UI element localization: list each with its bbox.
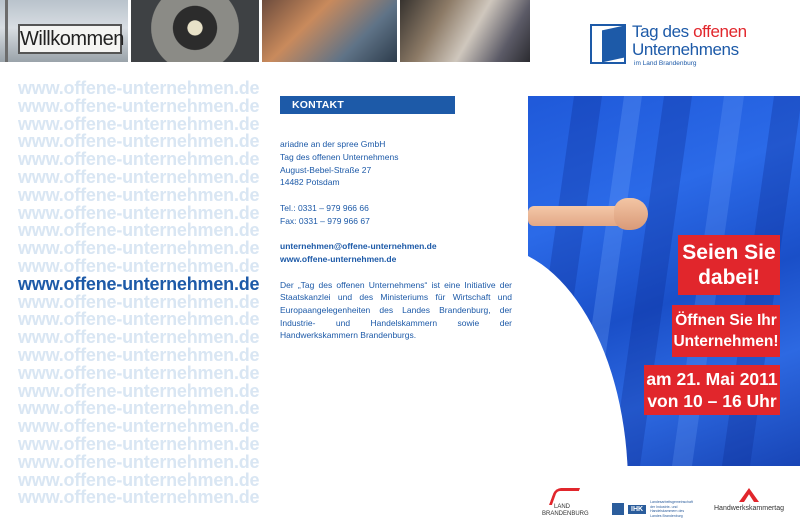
url-line: www.offene-unternehmen.de <box>18 398 260 419</box>
brandenburg-line2: BRANDENBURG <box>542 511 589 517</box>
logo-line1: Tag des offenen <box>632 22 747 41</box>
contact-event: Tag des offenen Unternehmens <box>280 151 399 162</box>
contact-street: August-Bebel-Straße 27 <box>280 164 372 175</box>
url-line: www.offene-unternehmen.de <box>18 433 260 454</box>
url-line: www.offene-unternehmen.de <box>18 95 260 116</box>
logo-land-brandenburg <box>542 486 589 518</box>
logo-line2: Unternehmens <box>632 40 739 59</box>
willkommen-sign: Willkommen <box>18 24 122 54</box>
contact-fax: Fax: 0331 – 979 966 67 <box>280 215 370 226</box>
photo-willkommen <box>0 0 128 62</box>
url-line: www.offene-unternehmen.de <box>18 309 260 330</box>
url-line: www.offene-unternehmen.de <box>18 380 260 401</box>
url-line: www.offene-unternehmen.de <box>18 131 260 152</box>
hand-pulling-curtain <box>528 198 646 230</box>
sign-pole <box>5 0 8 62</box>
hwk-label: Handwerkskammertag <box>714 505 785 512</box>
url-line: www.offene-unternehmen.de <box>18 78 260 98</box>
url-line: www.offene-unternehmen.de <box>18 416 260 437</box>
slogan-date <box>644 365 780 415</box>
url-line: www.offene-unternehmen.de <box>18 166 260 187</box>
url-line: www.offene-unternehmen.de <box>18 344 260 365</box>
url-line: www.offene-unternehmen.de <box>18 291 260 312</box>
url-line: www.offene-unternehmen.de <box>18 327 260 348</box>
contact-web-link[interactable]: www.offene-unternehmen.de <box>280 254 397 265</box>
contact-email-link[interactable]: unternehmen@offene-unternehmen.de <box>280 241 437 252</box>
url-line: www.offene-unternehmen.de <box>18 202 260 223</box>
slogan-date-line2: von 10 – 16 Uhr <box>647 391 777 411</box>
url-line: www.offene-unternehmen.de <box>18 451 260 472</box>
url-line: www.offene-unternehmen.de <box>18 487 260 508</box>
slogan-open-line2: Unternehmen! <box>673 333 779 350</box>
ihk-description: Landesarbeitsgemeinschaft der Industrie- und Handelskammern des Landes Brandenburg <box>650 500 693 518</box>
contact-heading: KONTAKT <box>280 96 455 114</box>
slogan-date-line1: am 21. Mai 2011 <box>646 369 778 389</box>
photo-strip <box>0 0 530 62</box>
slogan-join <box>678 235 780 295</box>
url-line: www.offene-unternehmen.de <box>18 184 260 205</box>
logo-door-icon <box>590 24 626 64</box>
url-watermark-column <box>18 80 268 507</box>
url-line: www.offene-unternehmen.de <box>18 220 260 241</box>
photo-visitors <box>400 0 530 62</box>
slogan-join-line2: dabei! <box>698 266 760 289</box>
contact-description: Der „Tag des offenen Unternehmens“ ist eine Initiative der Staatskanzlei und des Ministeriums für Wirtschaft und Europaangelegenheiten des Landes Brandenburg, der Industrie- und Handelskammern sowie der Handwerkskammern Brandenburgs. <box>280 279 512 341</box>
contact-company: ariadne an der spree GmbH <box>280 139 386 149</box>
url-line: www.offene-unternehmen.de <box>18 362 260 383</box>
url-line: www.offene-unternehmen.de <box>18 113 260 134</box>
photo-workshop <box>262 0 397 62</box>
url-line: www.offene-unternehmen.de <box>18 255 260 276</box>
brandenburg-line1: LAND <box>553 504 570 510</box>
slogan-open <box>672 305 780 357</box>
slogan-open-line1: Öffnen Sie Ihr <box>675 312 777 329</box>
url-line-highlight: www.offene-unternehmen.de <box>18 273 260 294</box>
url-line: www.offene-unternehmen.de <box>18 469 260 490</box>
contact-city: 14482 Potsdam <box>280 177 340 188</box>
ihk-emblem-icon <box>612 503 624 515</box>
url-line: www.offene-unternehmen.de <box>18 238 260 259</box>
event-logo <box>590 20 770 70</box>
logo-line3: im Land Brandenburg <box>634 60 697 67</box>
hwk-emblem-icon <box>737 486 761 504</box>
logo-handwerkskammertag <box>714 486 784 512</box>
contact-block <box>280 138 512 342</box>
url-line: www.offene-unternehmen.de <box>18 149 260 170</box>
ihk-label: IHK <box>628 505 646 514</box>
contact-tel: Tel.: 0331 – 979 966 66 <box>280 202 369 213</box>
logo-ihk <box>612 500 694 518</box>
slogan-join-line1: Seien Sie <box>682 241 776 264</box>
eagle-icon <box>550 486 576 504</box>
photo-propeller <box>131 0 259 62</box>
